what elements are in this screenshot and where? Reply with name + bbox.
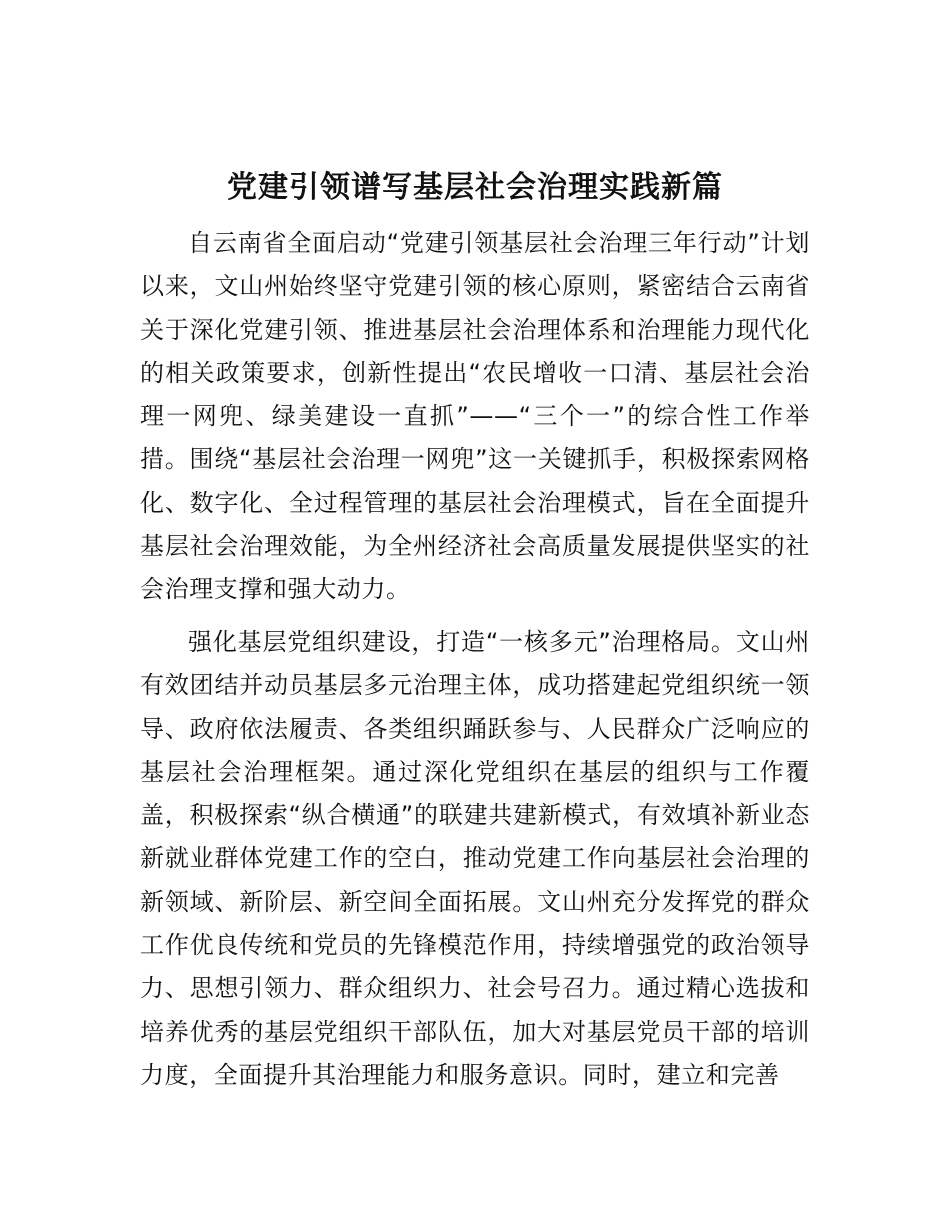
body-paragraph-2: 强化基层党组织建设，打造“一核多元”治理格局。文山州有效团结并动员基层多元治理主体，成功搭建起党组织统一领导、政府依法履责、各类组织踊跃参与、人民群众广泛响应的基层社会治理框架。通过深化党组织在基层的组织与工作覆盖，积极探索“纵合横通”的联建共建新模式，有效填补新业态新就业群体党建工作的空白，推动党建工作向基层社会治理的新领域、新阶层、新空间全面拓展。文山州充分发挥党的群众工作优良传统和党员的先锋模范作用，持续增强党的政治领导力、思想引领力、群众组织力、社会号召力。通过精心选拔和培养优秀的基层党组织干部队伍，加大对基层党员干部的培训力度，全面提升其治理能力和服务意识。同时，建立和完善 bbox=[140, 628, 810, 1089]
document-title: 党建引领谱写基层社会治理实践新篇 bbox=[227, 170, 723, 205]
body-paragraph-1: 自云南省全面启动“党建引领基层社会治理三年行动”计划以来，文山州始终坚守党建引领的核心原则，紧密结合云南省关于深化党建引领、推进基层社会治理体系和治理能力现代化的相关政策要求，创新性提出“农民增收一口清、基层社会治理一网兜、绿美建设一直抓”——“三个一”的综合性工作举措。围绕“基层社会治理一网兜”这一关键抓手，积极探索网格化、数字化、全过程管理的基层社会治理模式，旨在全面提升基层社会治理效能，为全州经济社会高质量发展提供坚实的社会治理支撑和强大动力。 bbox=[140, 229, 810, 604]
